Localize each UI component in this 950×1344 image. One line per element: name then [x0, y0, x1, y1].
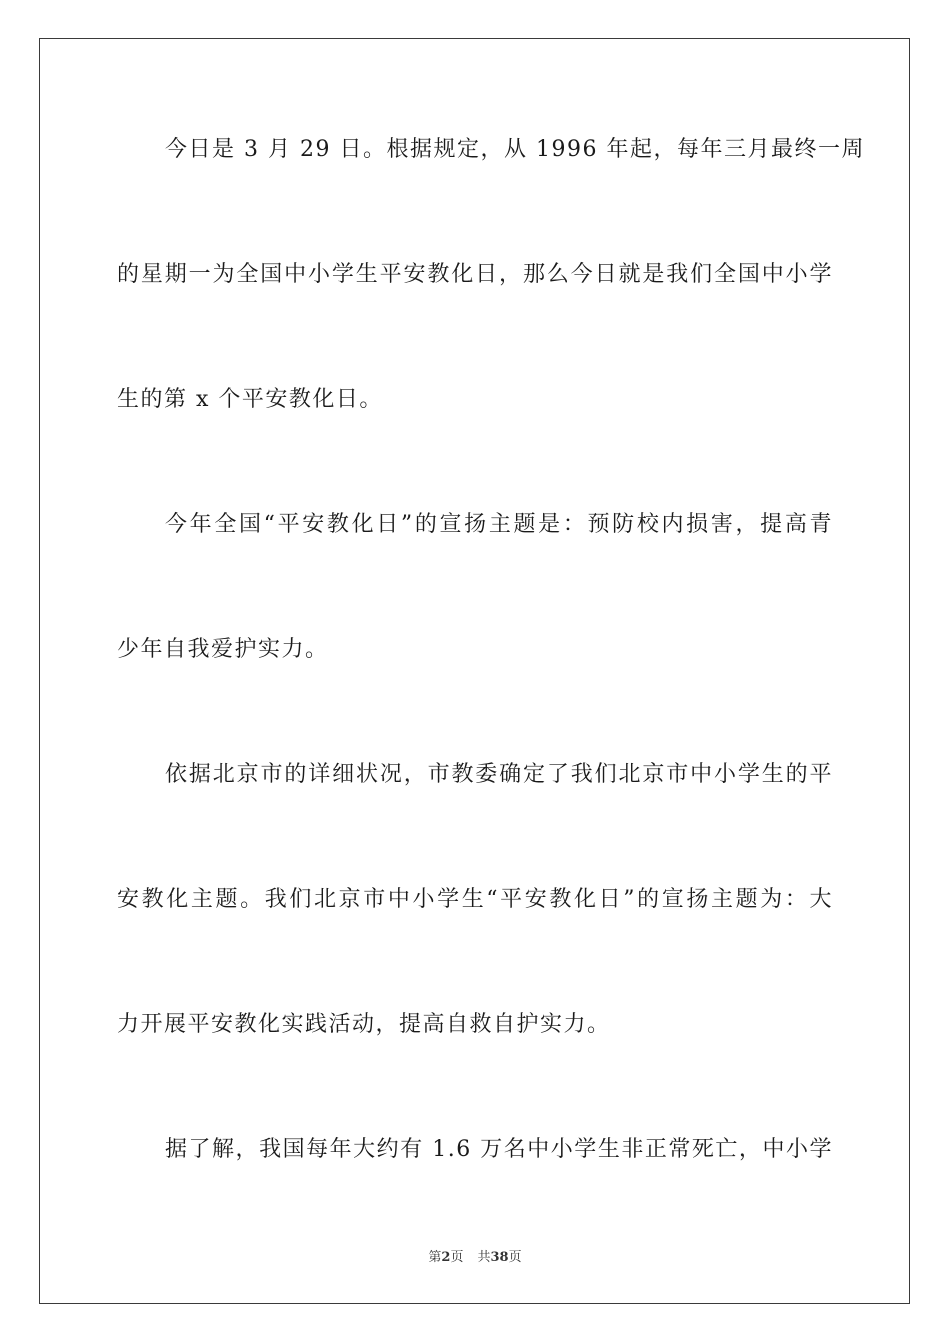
total-pages: 38	[490, 1250, 509, 1265]
paragraph-1-line-3: 生的第 x 个平安教化日。	[117, 387, 383, 412]
page-label-prefix: 第	[428, 1250, 442, 1265]
total-label-prefix: 共	[477, 1250, 491, 1265]
paragraph-2-line-2: 少年自我爱护实力。	[117, 637, 329, 662]
paragraph-3-line-2: 安教化主题。我们北京市中小学生“平安教化日”的宣扬主题为：大	[117, 887, 833, 912]
paragraph-3-line-1: 依据北京市的详细状况，市教委确定了我们北京市中小学生的平	[165, 762, 833, 787]
page-number: 2	[441, 1250, 451, 1265]
paragraph-3-line-3: 力开展平安教化实践活动，提高自救自护实力。	[117, 1012, 611, 1037]
page-footer	[0, 1249, 950, 1267]
page-label-suffix: 页	[450, 1250, 464, 1265]
paragraph-1-line-1: 今日是 3 月 29 日。根据规定，从 1996 年起，每年三月最终一周	[165, 137, 865, 162]
page-border	[39, 38, 910, 1304]
paragraph-2-line-1: 今年全国“平安教化日”的宣扬主题是：预防校内损害，提高青	[165, 512, 833, 537]
paragraph-4-line-1: 据了解，我国每年大约有 1.6 万名中小学生非正常死亡，中小学	[165, 1137, 833, 1162]
total-label-suffix: 页	[508, 1250, 522, 1265]
paragraph-1-line-2: 的星期一为全国中小学生平安教化日，那么今日就是我们全国中小学	[117, 262, 833, 287]
